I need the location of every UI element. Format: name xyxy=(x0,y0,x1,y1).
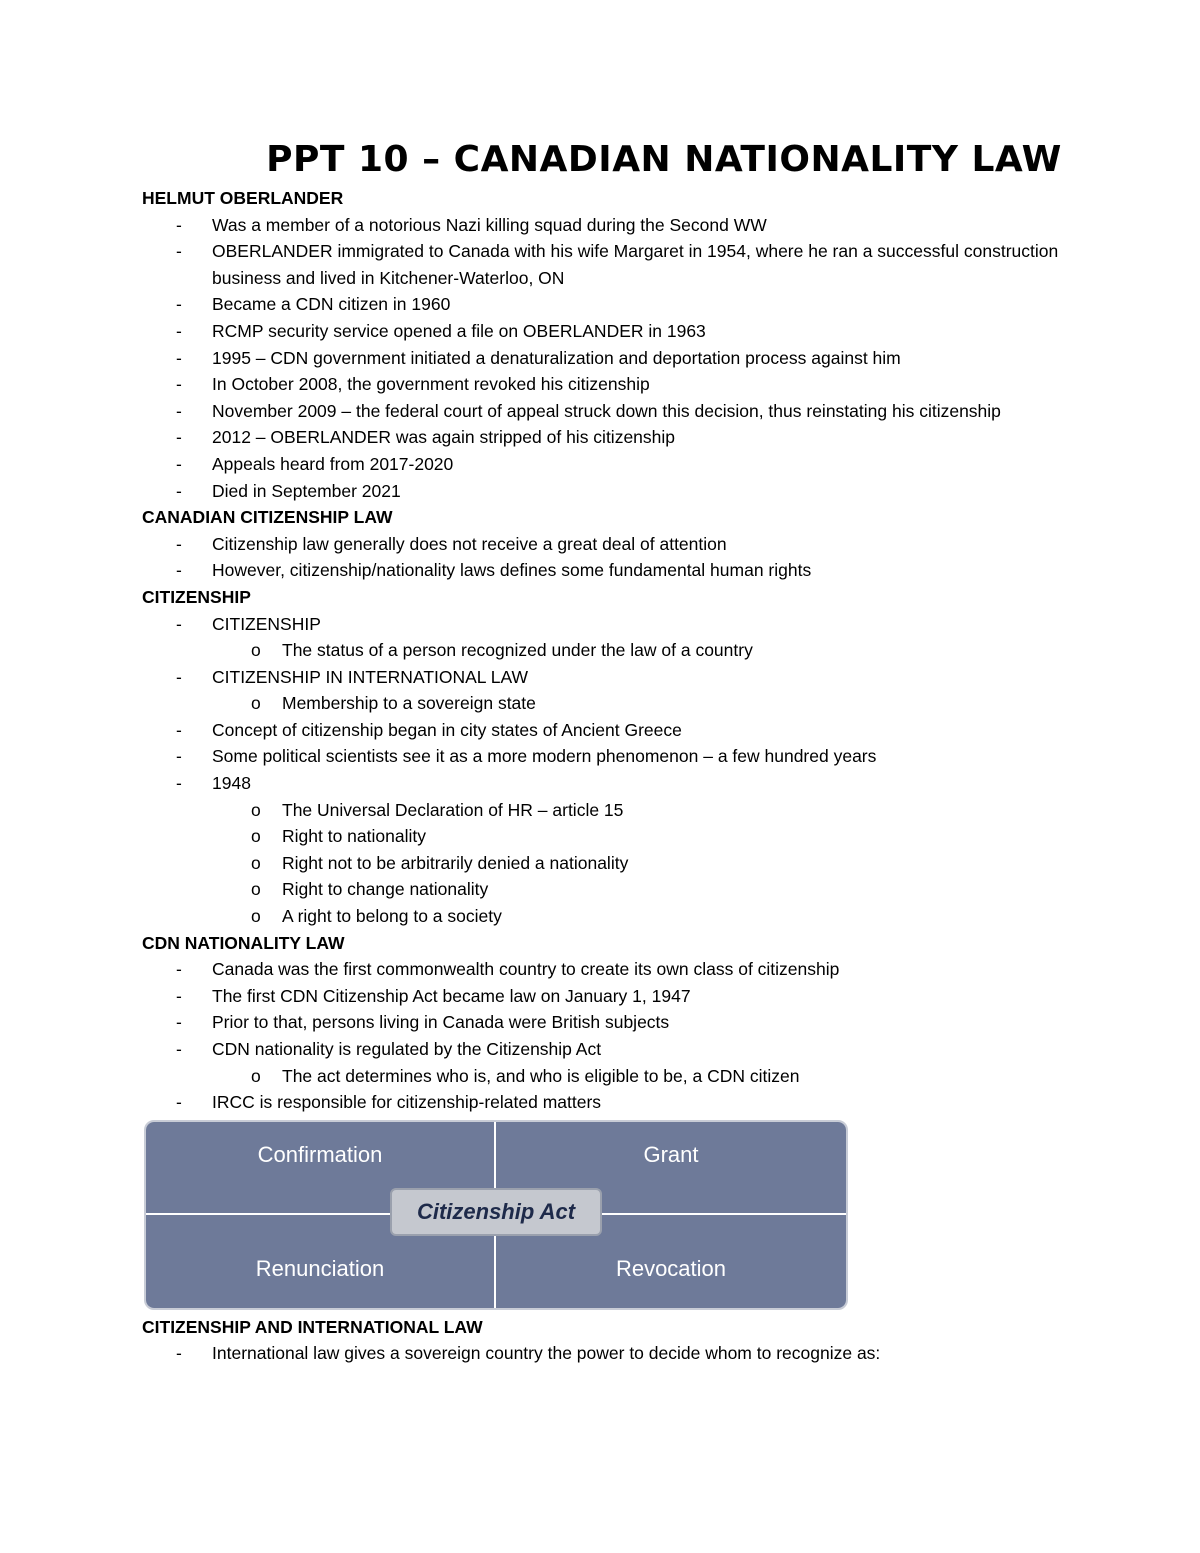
document-body xyxy=(142,185,1062,1367)
list-item-text: RCMP security service opened a file on OBERLANDER in 1963 xyxy=(212,320,706,341)
list-item-text: However, citizenship/nationality laws defines some fundamental human rights xyxy=(212,560,812,581)
sub-list-item xyxy=(142,850,1062,877)
quadrant-label: Renunciation xyxy=(255,1255,385,1281)
list-item xyxy=(142,345,1062,372)
list-item xyxy=(142,770,1062,797)
list-item xyxy=(142,1340,1062,1367)
list-item xyxy=(142,238,1062,291)
list-item-text: CDN nationality is regulated by the Citizenship Act xyxy=(212,1039,602,1059)
list-item xyxy=(142,983,1062,1010)
list-item xyxy=(142,611,1062,638)
list-item-text: Some political scientists see it as a more modern phenomenon – a few hundred years xyxy=(212,746,877,767)
list-item-text: OBERLANDER immigrated to Canada with his wife Margaret in 1954, where he ran a successful construction business and lived in Kitchener-Waterloo, ON xyxy=(212,241,1059,288)
notes-sections xyxy=(142,185,1062,1116)
list-item xyxy=(142,291,1062,318)
sub-list-item xyxy=(142,823,1062,850)
sub-list-item xyxy=(142,1063,1062,1090)
list-item xyxy=(142,1089,1062,1116)
section-heading: HELMUT OBERLANDER xyxy=(142,188,344,208)
list-item-text: 1948 xyxy=(212,773,251,794)
sub-list-item xyxy=(142,797,1062,824)
list-item-text: Died in September 2021 xyxy=(212,480,401,501)
sub-list-item-text: Right to nationality xyxy=(282,826,426,847)
dash-bullet: - xyxy=(176,719,182,740)
circle-bullet: o xyxy=(251,799,261,820)
section-heading: CITIZENSHIP xyxy=(142,586,251,607)
list-item-text: November 2009 – the federal court of appeal struck down this decision, thus reinstating his citizenship xyxy=(212,400,1001,421)
circle-bullet: o xyxy=(251,852,261,873)
list-item xyxy=(142,1036,1062,1063)
list-item xyxy=(142,371,1062,398)
section-heading: CDN NATIONALITY LAW xyxy=(142,932,345,953)
sub-list-item-text: The act determines who is, and who is eligible to be, a CDN citizen xyxy=(282,1065,800,1086)
circle-bullet: o xyxy=(251,693,261,714)
circle-bullet: o xyxy=(251,879,261,900)
list-item xyxy=(142,398,1062,425)
dash-bullet: - xyxy=(176,959,182,980)
list-item xyxy=(142,424,1062,451)
quadrant-label: Grant xyxy=(643,1141,699,1167)
dash-bullet: - xyxy=(176,985,182,1006)
section-heading: CITIZENSHIP AND INTERNATIONAL LAW xyxy=(142,1316,483,1337)
page-title: PPT 10 – CANADIAN NATIONALITY LAW xyxy=(266,139,1062,180)
list-item-text: In October 2008, the government revoked his citizenship xyxy=(212,374,650,395)
list-item xyxy=(142,743,1062,770)
circle-bullet: o xyxy=(251,826,261,847)
sub-list-item xyxy=(142,903,1062,930)
dash-bullet: - xyxy=(176,1343,182,1364)
list-item xyxy=(142,318,1062,345)
dash-bullet: - xyxy=(176,320,182,341)
dash-bullet: - xyxy=(176,374,182,395)
dash-bullet: - xyxy=(176,773,182,794)
list-item-text: Canada was the first commonwealth country to create its own class of citizenship xyxy=(212,959,840,980)
list-item xyxy=(142,717,1062,744)
dash-bullet: - xyxy=(176,560,182,581)
diagram-center-label: Citizenship Act xyxy=(390,1188,602,1236)
list-item-text: CITIZENSHIP IN INTERNATIONAL LAW xyxy=(212,666,529,687)
section-heading: CANADIAN CITIZENSHIP LAW xyxy=(142,507,393,528)
circle-bullet: o xyxy=(251,906,261,927)
list-item-text: Became a CDN citizen in 1960 xyxy=(212,294,451,315)
list-item xyxy=(142,212,1062,239)
dash-bullet: - xyxy=(176,1092,182,1113)
dash-bullet: - xyxy=(176,241,182,262)
dash-bullet: - xyxy=(176,1012,182,1033)
dash-bullet: - xyxy=(176,294,182,315)
circle-bullet: o xyxy=(251,640,261,661)
sub-list-item-text: Right to change nationality xyxy=(282,879,489,900)
sub-list-item-text: A right to belong to a society xyxy=(282,906,502,927)
list-item xyxy=(142,956,1062,983)
list-item xyxy=(142,557,1062,584)
list-item xyxy=(142,531,1062,558)
dash-bullet: - xyxy=(176,1039,182,1059)
list-item-text: The first CDN Citizenship Act became law on January 1, 1947 xyxy=(212,985,691,1006)
sub-list-item-text: The status of a person recognized under the law of a country xyxy=(282,640,753,661)
dash-bullet: - xyxy=(176,347,182,368)
dash-bullet: - xyxy=(176,613,182,634)
dash-bullet: - xyxy=(176,480,182,501)
list-item-text: 2012 – OBERLANDER was again stripped of his citizenship xyxy=(212,427,676,448)
sub-list-item xyxy=(142,637,1062,664)
list-item-text: CITIZENSHIP xyxy=(212,613,321,634)
dash-bullet: - xyxy=(176,453,182,474)
sub-list-item-text: Membership to a sovereign state xyxy=(282,693,536,714)
list-item-text: Prior to that, persons living in Canada were British subjects xyxy=(212,1012,670,1033)
list-item xyxy=(142,1009,1062,1036)
quadrant-label: Confirmation xyxy=(257,1141,383,1167)
list-item-text: International law gives a sovereign country the power to decide whom to recognize as: xyxy=(212,1343,881,1364)
notes-sections-continued xyxy=(142,1314,1062,1367)
list-item-text: Concept of citizenship began in city states of Ancient Greece xyxy=(212,719,682,740)
dash-bullet: - xyxy=(176,746,182,767)
dash-bullet: - xyxy=(176,427,182,448)
list-item-text: Citizenship law generally does not receive a great deal of attention xyxy=(212,533,727,554)
quadrant-label: Revocation xyxy=(615,1255,727,1281)
list-item xyxy=(142,451,1062,478)
list-item-text: Appeals heard from 2017-2020 xyxy=(212,453,454,474)
sub-list-item-text: Right not to be arbitrarily denied a nationality xyxy=(282,852,629,873)
dash-bullet: - xyxy=(176,533,182,554)
list-item-text: IRCC is responsible for citizenship-related matters xyxy=(212,1092,602,1113)
sub-list-item xyxy=(142,876,1062,903)
list-item xyxy=(142,478,1062,505)
sub-list-item xyxy=(142,690,1062,717)
dash-bullet: - xyxy=(176,666,182,687)
list-item-text: 1995 – CDN government initiated a denaturalization and deportation process against him xyxy=(212,347,901,368)
circle-bullet: o xyxy=(251,1065,261,1086)
dash-bullet: - xyxy=(176,400,182,421)
list-item-text: Was a member of a notorious Nazi killing squad during the Second WW xyxy=(212,214,767,235)
citizenship-act-diagram xyxy=(146,1122,846,1308)
list-item xyxy=(142,664,1062,691)
dash-bullet: - xyxy=(176,214,182,235)
sub-list-item-text: The Universal Declaration of HR – article 15 xyxy=(282,799,624,820)
